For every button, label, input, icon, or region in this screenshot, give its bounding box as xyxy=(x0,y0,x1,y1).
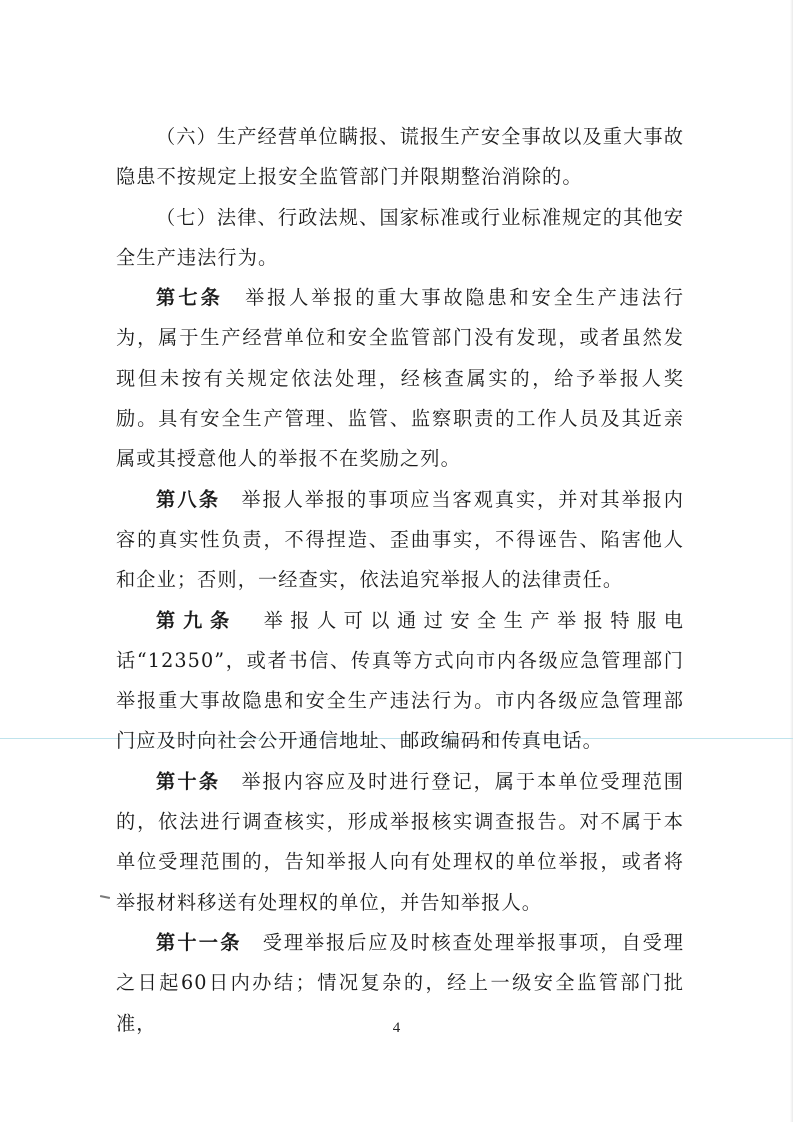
article-8 xyxy=(116,480,684,601)
article-heading: 第七条 xyxy=(156,286,224,310)
article-spacer xyxy=(242,931,263,954)
article-text: 举报内容应及时进行登记，属于本单位受理范围的，依法进行调查核实，形成举报核实调查报告。对不属于本单位受理范围的，告知举报人向有处理权的单位举报，或者将举报材料移送有处理权的单位，并告知举报人。 xyxy=(116,769,684,914)
paragraph-text: （七）法律、行政法规、国家标准或行业标准规定的其他安全生产违法行为。 xyxy=(116,205,684,269)
article-spacer xyxy=(237,609,264,632)
article-7 xyxy=(116,278,684,479)
paragraph-item-7 xyxy=(116,198,684,279)
article-heading: 第十条 xyxy=(156,769,221,793)
page-number: 4 xyxy=(392,1020,401,1036)
article-heading: 第八条 xyxy=(156,487,221,511)
article-spacer xyxy=(220,488,241,511)
article-spacer xyxy=(220,770,241,793)
article-text: 举报人举报的重大事故隐患和安全生产违法行为，属于生产经营单位和安全监管部门没有发现，或者虽然发现但未按有关规定依法处理，经核查属实的，给予举报人奖励。具有安全生产管理、监管、监察职责的工作人员及其近亲属或其授意他人的举报不在奖励之列。 xyxy=(116,286,685,471)
paragraph-text: （六）生产经营单位瞒报、谎报生产安全事故以及重大事故隐患不按规定上报安全监管部门并限期整治消除的。 xyxy=(116,125,684,189)
article-heading: 第十一条 xyxy=(156,930,242,954)
paragraph-item-6 xyxy=(116,117,684,198)
article-heading: 第九条 xyxy=(156,608,237,632)
article-9 xyxy=(116,601,684,762)
article-spacer xyxy=(223,286,245,309)
article-10 xyxy=(116,762,684,923)
article-text: 受理举报后应及时核查处理举报事项，自受理之日起60日内办结；情况复杂的，经上一级安全监管部门批准， xyxy=(116,930,684,1035)
article-text: 举报人可以通过安全生产举报特服电话“12350”，或者书信、传真等方式向市内各级应急管理部门举报重大事故隐患和安全生产违法行为。市内各级应急管理部门应及时向社会公开通信地址、邮政编码和传真电话。 xyxy=(116,608,684,753)
article-text: 举报人举报的事项应当客观真实，并对其举报内容的真实性负责，不得捏造、歪曲事实，不得诬告、陷害他人和企业；否则，一经查实，依法追究举报人的法律责任。 xyxy=(116,487,684,592)
document-body xyxy=(116,117,684,1044)
scan-artifact-mark xyxy=(100,896,112,899)
